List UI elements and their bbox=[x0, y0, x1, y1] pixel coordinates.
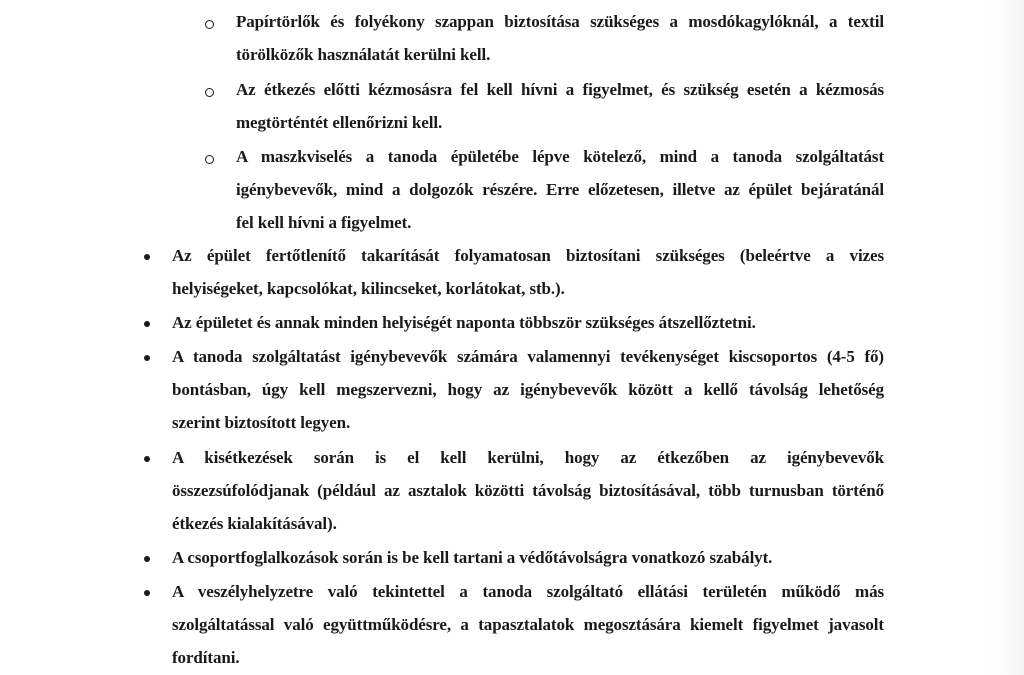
hollow-circle-bullet-icon bbox=[205, 155, 214, 164]
sub-item-line: igénybevevők, mind a dolgozók részére. Erre előzetesen, illetve az épület bejáratánál bbox=[236, 180, 884, 199]
list-item-line: szolgáltatással való együttműködésre, a tapasztalatok megosztására kiemelt figyelmet javasolt bbox=[172, 615, 884, 634]
bullet-icon bbox=[144, 355, 150, 361]
sub-item-line: megtörténtét ellenőrizni kell. bbox=[236, 113, 443, 132]
list-item-line: helyiségeket, kapcsolókat, kilincseket, korlátokat, stb.). bbox=[172, 279, 565, 298]
sub-item-line: törölközők használatát kerülni kell. bbox=[236, 45, 491, 64]
list-item-line: A tanoda szolgáltatást igénybevevők számára valamennyi tevékenységet kiscsoportos (4-5 fő) bbox=[172, 347, 884, 366]
bullet-icon bbox=[144, 456, 150, 462]
list-item-line: A kisétkezések során is el kell kerülni, hogy az étkezőben az igénybevevők bbox=[172, 448, 884, 467]
scan-edge-shadow bbox=[984, 0, 1024, 675]
bullet-icon bbox=[144, 590, 150, 596]
list-item-line: A csoportfoglalkozások során is be kell tartani a védőtávolságra vonatkozó szabályt. bbox=[172, 548, 773, 567]
list-item-line: Az épület fertőtlenítő takarítását folyamatosan biztosítani szükséges (beleértve a vizes bbox=[172, 246, 884, 265]
sub-item-line: fel kell hívni a figyelmet. bbox=[236, 213, 412, 232]
list-item-line: étkezés kialakításával). bbox=[172, 514, 337, 533]
bullet-icon bbox=[144, 321, 150, 327]
bullet-icon bbox=[144, 556, 150, 562]
list-item-line: bontásban, úgy kell megszervezni, hogy az igénybevevők között a kellő távolság lehetőség bbox=[172, 380, 884, 399]
sub-item-line: Az étkezés előtti kézmosásra fel kell hívni a figyelmet, és szükség esetén a kézmosás bbox=[236, 80, 884, 99]
list-item-line: Az épületet és annak minden helyiségét naponta többször szükséges átszellőztetni. bbox=[172, 313, 756, 332]
list-item-line: szerint biztosított legyen. bbox=[172, 413, 351, 432]
hollow-circle-bullet-icon bbox=[205, 20, 214, 29]
list-item-line: összezsúfolódjanak (például az asztalok közötti távolság biztosításával, több turnusban történő bbox=[172, 481, 884, 500]
sub-item-line: Papírtörlők és folyékony szappan biztosítása szükséges a mosdókagylóknál, a textil bbox=[236, 12, 884, 31]
hollow-circle-bullet-icon bbox=[205, 88, 214, 97]
bullet-icon bbox=[144, 254, 150, 260]
list-item-line: A veszélyhelyzetre való tekintettel a tanoda szolgáltató ellátási területén működő más bbox=[172, 582, 884, 601]
list-item-line: fordítani. bbox=[172, 648, 240, 667]
sub-item-line: A maszkviselés a tanoda épületébe lépve kötelező, mind a tanoda szolgáltatást bbox=[236, 147, 884, 166]
